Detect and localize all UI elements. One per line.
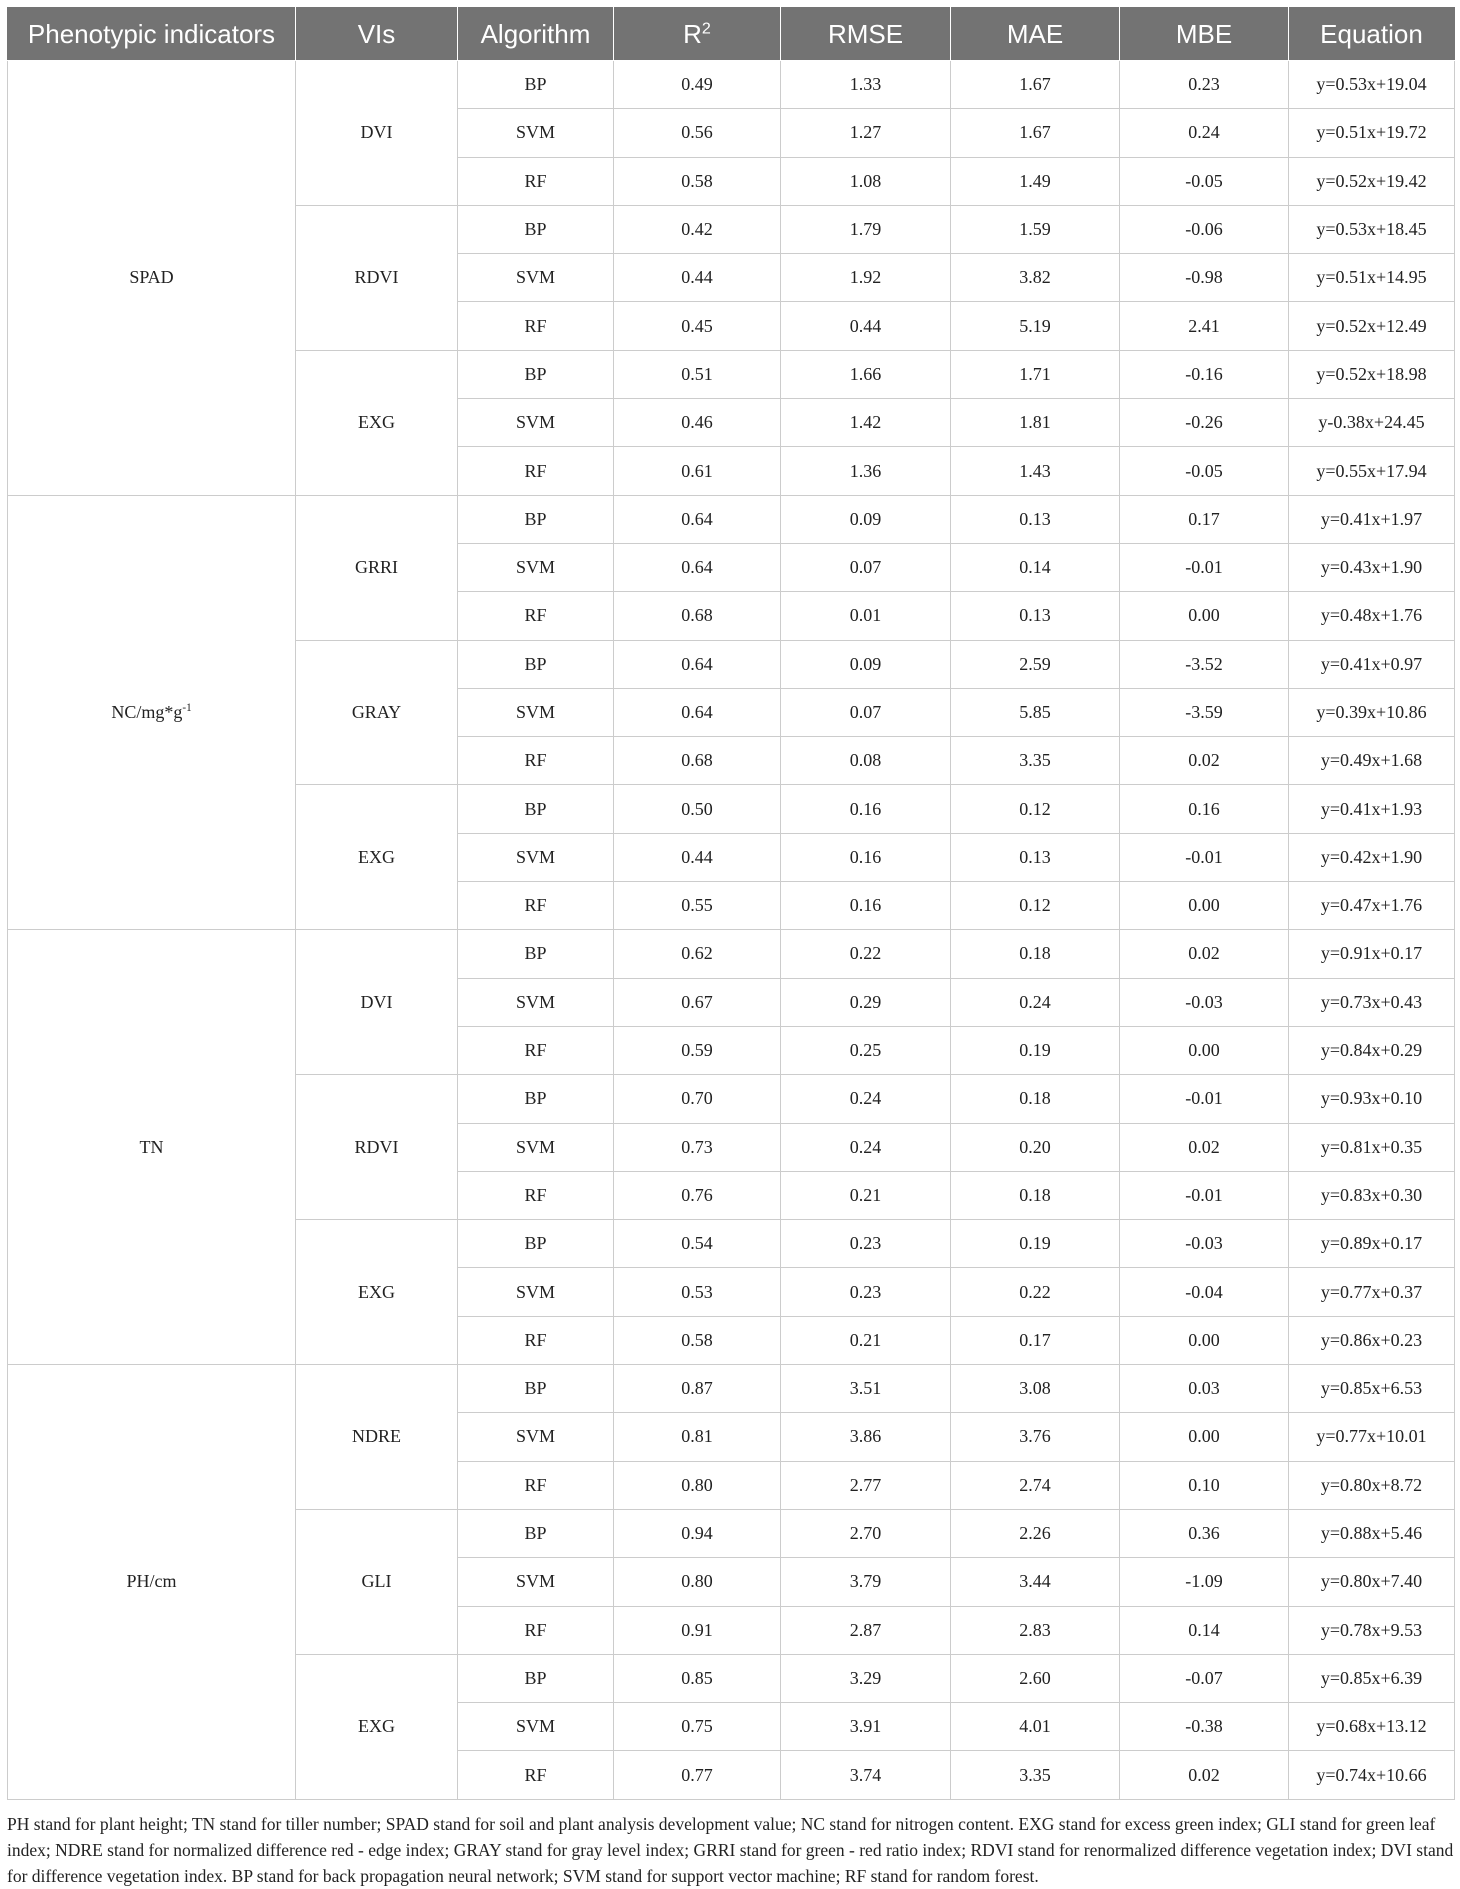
cell-algorithm: BP (458, 1654, 614, 1702)
cell-equation: y=0.52x+12.49 (1289, 302, 1455, 350)
cell-vi: EXG (296, 785, 458, 930)
cell-r2: 0.49 (614, 61, 781, 109)
cell-equation: y-0.38x+24.45 (1289, 399, 1455, 447)
cell-mbe: 0.02 (1120, 1123, 1289, 1171)
cell-rmse: 2.77 (781, 1461, 951, 1509)
cell-mae: 1.71 (951, 350, 1120, 398)
cell-mbe: 0.00 (1120, 1316, 1289, 1364)
cell-rmse: 0.22 (781, 930, 951, 978)
cell-rmse: 0.16 (781, 785, 951, 833)
table-row (8, 1365, 1455, 1413)
cell-rmse: 3.91 (781, 1703, 951, 1751)
cell-mae: 3.35 (951, 1751, 1120, 1799)
table-footnote: PH stand for plant height; TN stand for tiller number; SPAD stand for soil and plant analysis development value; NC stand for nitrogen content. EXG stand for excess green index; GLI stand for green leaf index; NDRE stand for normalized difference red - edge index; GRAY stand for gray level index; GRRI stand for green - red ratio index; RDVI stand for renormalized difference vegetation index; DVI stand for difference vegetation index. BP stand for back propagation neural network; SVM stand for support vector machine; RF stand for random forest. (7, 1813, 1454, 1886)
cell-r2: 0.64 (614, 640, 781, 688)
cell-mae: 0.14 (951, 543, 1120, 591)
cell-mbe: 0.02 (1120, 1751, 1289, 1799)
cell-equation: y=0.51x+19.72 (1289, 109, 1455, 157)
cell-mae: 5.19 (951, 302, 1120, 350)
cell-mae: 0.19 (951, 1220, 1120, 1268)
cell-rmse: 0.01 (781, 592, 951, 640)
cell-mbe: -0.04 (1120, 1268, 1289, 1316)
cell-algorithm: RF (458, 592, 614, 640)
cell-rmse: 1.33 (781, 61, 951, 109)
cell-mbe: -0.01 (1120, 543, 1289, 591)
cell-equation: y=0.73x+0.43 (1289, 978, 1455, 1026)
cell-mbe: -0.03 (1120, 1220, 1289, 1268)
cell-rmse: 1.92 (781, 254, 951, 302)
cell-mae: 0.20 (951, 1123, 1120, 1171)
cell-rmse: 0.09 (781, 495, 951, 543)
cell-r2: 0.94 (614, 1509, 781, 1557)
cell-mae: 1.59 (951, 205, 1120, 253)
table-container (7, 7, 1454, 1889)
header-mae: MAE (951, 8, 1120, 61)
table-header (8, 8, 1455, 61)
cell-r2: 0.67 (614, 978, 781, 1026)
cell-rmse: 3.51 (781, 1365, 951, 1413)
cell-algorithm: SVM (458, 1268, 614, 1316)
cell-mbe: -0.07 (1120, 1654, 1289, 1702)
cell-mbe: 0.10 (1120, 1461, 1289, 1509)
cell-algorithm: RF (458, 737, 614, 785)
cell-mae: 1.49 (951, 157, 1120, 205)
cell-equation: y=0.77x+0.37 (1289, 1268, 1455, 1316)
cell-mbe: 0.00 (1120, 1026, 1289, 1074)
cell-algorithm: BP (458, 1075, 614, 1123)
header-r2 (614, 8, 781, 61)
cell-rmse: 0.25 (781, 1026, 951, 1074)
cell-algorithm: SVM (458, 1703, 614, 1751)
cell-equation: y=0.55x+17.94 (1289, 447, 1455, 495)
cell-r2: 0.64 (614, 688, 781, 736)
cell-equation: y=0.48x+1.76 (1289, 592, 1455, 640)
cell-rmse: 1.27 (781, 109, 951, 157)
cell-rmse: 1.08 (781, 157, 951, 205)
cell-mbe: 0.00 (1120, 592, 1289, 640)
cell-algorithm: SVM (458, 978, 614, 1026)
cell-mbe: -0.03 (1120, 978, 1289, 1026)
cell-vi: GRAY (296, 640, 458, 785)
cell-equation: y=0.53x+19.04 (1289, 61, 1455, 109)
cell-vi: DVI (296, 930, 458, 1075)
cell-algorithm: SVM (458, 109, 614, 157)
cell-mbe: 0.14 (1120, 1606, 1289, 1654)
cell-r2: 0.80 (614, 1461, 781, 1509)
cell-equation: y=0.43x+1.90 (1289, 543, 1455, 591)
header-row (8, 8, 1455, 61)
cell-algorithm: BP (458, 1365, 614, 1413)
cell-rmse: 0.08 (781, 737, 951, 785)
cell-equation: y=0.77x+10.01 (1289, 1413, 1455, 1461)
cell-r2: 0.76 (614, 1171, 781, 1219)
cell-mae: 0.24 (951, 978, 1120, 1026)
indicator-label: TN (139, 1136, 164, 1157)
cell-mae: 0.18 (951, 1075, 1120, 1123)
cell-equation: y=0.52x+19.42 (1289, 157, 1455, 205)
header-r2-base: R (683, 18, 702, 49)
cell-r2: 0.62 (614, 930, 781, 978)
cell-equation: y=0.81x+0.35 (1289, 1123, 1455, 1171)
cell-r2: 0.81 (614, 1413, 781, 1461)
cell-rmse: 1.36 (781, 447, 951, 495)
cell-equation: y=0.91x+0.17 (1289, 930, 1455, 978)
cell-r2: 0.64 (614, 495, 781, 543)
cell-mae: 3.35 (951, 737, 1120, 785)
cell-algorithm: SVM (458, 254, 614, 302)
cell-algorithm: BP (458, 1509, 614, 1557)
cell-rmse: 0.44 (781, 302, 951, 350)
cell-equation: y=0.41x+0.97 (1289, 640, 1455, 688)
cell-mbe: 0.03 (1120, 1365, 1289, 1413)
cell-phenotypic-indicator (8, 61, 296, 496)
cell-mae: 2.26 (951, 1509, 1120, 1557)
cell-r2: 0.68 (614, 737, 781, 785)
cell-rmse: 0.23 (781, 1220, 951, 1268)
cell-mae: 0.12 (951, 882, 1120, 930)
cell-equation: y=0.53x+18.45 (1289, 205, 1455, 253)
cell-mbe: 0.23 (1120, 61, 1289, 109)
cell-algorithm: BP (458, 640, 614, 688)
cell-r2: 0.44 (614, 833, 781, 881)
header-vis: VIs (296, 8, 458, 61)
header-rmse: RMSE (781, 8, 951, 61)
cell-mae: 0.13 (951, 495, 1120, 543)
cell-algorithm: RF (458, 1606, 614, 1654)
cell-r2: 0.51 (614, 350, 781, 398)
cell-algorithm: RF (458, 882, 614, 930)
cell-rmse: 0.21 (781, 1316, 951, 1364)
header-phenotypic-indicators: Phenotypic indicators (8, 8, 296, 61)
cell-r2: 0.77 (614, 1751, 781, 1799)
cell-algorithm: RF (458, 1751, 614, 1799)
cell-algorithm: BP (458, 205, 614, 253)
cell-r2: 0.70 (614, 1075, 781, 1123)
cell-mbe: -0.26 (1120, 399, 1289, 447)
cell-algorithm: SVM (458, 543, 614, 591)
table-row (8, 930, 1455, 978)
cell-mae: 1.67 (951, 109, 1120, 157)
cell-equation: y=0.85x+6.39 (1289, 1654, 1455, 1702)
cell-rmse: 2.70 (781, 1509, 951, 1557)
cell-mbe: -0.05 (1120, 157, 1289, 205)
cell-r2: 0.46 (614, 399, 781, 447)
cell-equation: y=0.86x+0.23 (1289, 1316, 1455, 1364)
cell-r2: 0.91 (614, 1606, 781, 1654)
cell-rmse: 3.74 (781, 1751, 951, 1799)
cell-algorithm: SVM (458, 1558, 614, 1606)
cell-mbe: 0.17 (1120, 495, 1289, 543)
cell-vi: NDRE (296, 1365, 458, 1510)
cell-rmse: 0.16 (781, 833, 951, 881)
indicator-unit-exponent: -1 (182, 702, 192, 714)
indicator-label: NC/mg*g (111, 702, 183, 722)
cell-vi: RDVI (296, 205, 458, 350)
cell-equation: y=0.41x+1.97 (1289, 495, 1455, 543)
results-table (7, 7, 1455, 1800)
cell-equation: y=0.78x+9.53 (1289, 1606, 1455, 1654)
cell-equation: y=0.80x+8.72 (1289, 1461, 1455, 1509)
cell-r2: 0.75 (614, 1703, 781, 1751)
cell-phenotypic-indicator (8, 930, 296, 1365)
cell-r2: 0.58 (614, 157, 781, 205)
cell-mae: 1.81 (951, 399, 1120, 447)
cell-rmse: 1.79 (781, 205, 951, 253)
cell-vi: EXG (296, 1220, 458, 1365)
table-row (8, 61, 1455, 109)
cell-mbe: 0.36 (1120, 1509, 1289, 1557)
cell-mbe: -3.59 (1120, 688, 1289, 736)
header-equation: Equation (1289, 8, 1455, 61)
cell-mbe: -0.01 (1120, 1171, 1289, 1219)
cell-r2: 0.44 (614, 254, 781, 302)
cell-equation: y=0.41x+1.93 (1289, 785, 1455, 833)
cell-equation: y=0.74x+10.66 (1289, 1751, 1455, 1799)
cell-rmse: 1.66 (781, 350, 951, 398)
cell-mae: 0.13 (951, 833, 1120, 881)
cell-algorithm: SVM (458, 833, 614, 881)
cell-equation: y=0.85x+6.53 (1289, 1365, 1455, 1413)
cell-mae: 0.13 (951, 592, 1120, 640)
cell-rmse: 0.21 (781, 1171, 951, 1219)
cell-algorithm: BP (458, 930, 614, 978)
cell-mae: 0.22 (951, 1268, 1120, 1316)
cell-r2: 0.50 (614, 785, 781, 833)
cell-algorithm: RF (458, 302, 614, 350)
cell-vi: GLI (296, 1509, 458, 1654)
cell-r2: 0.73 (614, 1123, 781, 1171)
cell-mae: 2.74 (951, 1461, 1120, 1509)
cell-equation: y=0.83x+0.30 (1289, 1171, 1455, 1219)
cell-rmse: 0.07 (781, 543, 951, 591)
cell-mbe: -0.16 (1120, 350, 1289, 398)
cell-rmse: 0.16 (781, 882, 951, 930)
indicator-label: SPAD (129, 267, 174, 288)
cell-r2: 0.85 (614, 1654, 781, 1702)
cell-vi: DVI (296, 61, 458, 206)
cell-mae: 1.67 (951, 61, 1120, 109)
cell-mbe: -0.38 (1120, 1703, 1289, 1751)
cell-r2: 0.54 (614, 1220, 781, 1268)
cell-r2: 0.55 (614, 882, 781, 930)
cell-rmse: 0.24 (781, 1123, 951, 1171)
cell-algorithm: BP (458, 61, 614, 109)
cell-equation: y=0.51x+14.95 (1289, 254, 1455, 302)
cell-rmse: 2.87 (781, 1606, 951, 1654)
cell-r2: 0.61 (614, 447, 781, 495)
cell-mbe: -0.06 (1120, 205, 1289, 253)
cell-mae: 3.08 (951, 1365, 1120, 1413)
cell-mbe: 0.02 (1120, 930, 1289, 978)
cell-phenotypic-indicator (8, 1365, 296, 1800)
cell-mae: 2.60 (951, 1654, 1120, 1702)
cell-algorithm: RF (458, 1461, 614, 1509)
cell-rmse: 0.07 (781, 688, 951, 736)
indicator-label: PH/cm (126, 1571, 177, 1592)
cell-algorithm: SVM (458, 1413, 614, 1461)
cell-mbe: -1.09 (1120, 1558, 1289, 1606)
cell-r2: 0.56 (614, 109, 781, 157)
cell-mae: 3.82 (951, 254, 1120, 302)
cell-algorithm: BP (458, 495, 614, 543)
cell-mbe: -0.98 (1120, 254, 1289, 302)
cell-mbe: 2.41 (1120, 302, 1289, 350)
cell-algorithm: SVM (458, 1123, 614, 1171)
cell-mae: 2.83 (951, 1606, 1120, 1654)
cell-equation: y=0.88x+5.46 (1289, 1509, 1455, 1557)
cell-algorithm: RF (458, 157, 614, 205)
header-mbe: MBE (1120, 8, 1289, 61)
cell-mbe: 0.24 (1120, 109, 1289, 157)
cell-rmse: 3.29 (781, 1654, 951, 1702)
cell-mbe: -3.52 (1120, 640, 1289, 688)
cell-algorithm: RF (458, 1316, 614, 1364)
cell-mbe: 0.00 (1120, 882, 1289, 930)
cell-equation: y=0.47x+1.76 (1289, 882, 1455, 930)
cell-mbe: -0.05 (1120, 447, 1289, 495)
cell-rmse: 0.23 (781, 1268, 951, 1316)
cell-mbe: 0.00 (1120, 1413, 1289, 1461)
cell-mae: 1.43 (951, 447, 1120, 495)
cell-vi: RDVI (296, 1075, 458, 1220)
cell-equation: y=0.52x+18.98 (1289, 350, 1455, 398)
cell-algorithm: BP (458, 350, 614, 398)
cell-algorithm: SVM (458, 399, 614, 447)
cell-mbe: 0.02 (1120, 737, 1289, 785)
cell-equation: y=0.84x+0.29 (1289, 1026, 1455, 1074)
cell-r2: 0.87 (614, 1365, 781, 1413)
header-r2-sup: 2 (701, 18, 711, 37)
cell-algorithm: RF (458, 447, 614, 495)
cell-equation: y=0.39x+10.86 (1289, 688, 1455, 736)
cell-r2: 0.45 (614, 302, 781, 350)
cell-mae: 2.59 (951, 640, 1120, 688)
cell-mbe: 0.16 (1120, 785, 1289, 833)
cell-equation: y=0.80x+7.40 (1289, 1558, 1455, 1606)
table-body (8, 61, 1455, 1800)
cell-algorithm: RF (458, 1026, 614, 1074)
cell-algorithm: BP (458, 1220, 614, 1268)
cell-mbe: -0.01 (1120, 833, 1289, 881)
cell-mae: 0.18 (951, 930, 1120, 978)
cell-phenotypic-indicator (8, 495, 296, 930)
cell-mae: 3.44 (951, 1558, 1120, 1606)
cell-rmse: 3.86 (781, 1413, 951, 1461)
cell-rmse: 0.09 (781, 640, 951, 688)
cell-equation: y=0.93x+0.10 (1289, 1075, 1455, 1123)
cell-vi: EXG (296, 350, 458, 495)
cell-equation: y=0.89x+0.17 (1289, 1220, 1455, 1268)
cell-rmse: 3.79 (781, 1558, 951, 1606)
cell-mae: 5.85 (951, 688, 1120, 736)
cell-mae: 0.19 (951, 1026, 1120, 1074)
cell-vi: EXG (296, 1654, 458, 1799)
cell-equation: y=0.49x+1.68 (1289, 737, 1455, 785)
cell-r2: 0.59 (614, 1026, 781, 1074)
cell-algorithm: SVM (458, 688, 614, 736)
cell-r2: 0.53 (614, 1268, 781, 1316)
cell-mae: 0.17 (951, 1316, 1120, 1364)
cell-vi: GRRI (296, 495, 458, 640)
cell-algorithm: BP (458, 785, 614, 833)
cell-equation: y=0.42x+1.90 (1289, 833, 1455, 881)
cell-mae: 3.76 (951, 1413, 1120, 1461)
cell-r2: 0.64 (614, 543, 781, 591)
cell-r2: 0.42 (614, 205, 781, 253)
cell-rmse: 0.24 (781, 1075, 951, 1123)
cell-mae: 0.12 (951, 785, 1120, 833)
cell-mbe: -0.01 (1120, 1075, 1289, 1123)
cell-rmse: 1.42 (781, 399, 951, 447)
cell-mae: 0.18 (951, 1171, 1120, 1219)
cell-r2: 0.68 (614, 592, 781, 640)
cell-rmse: 0.29 (781, 978, 951, 1026)
cell-r2: 0.80 (614, 1558, 781, 1606)
cell-algorithm: RF (458, 1171, 614, 1219)
cell-mae: 4.01 (951, 1703, 1120, 1751)
table-row (8, 495, 1455, 543)
cell-equation: y=0.68x+13.12 (1289, 1703, 1455, 1751)
header-algorithm: Algorithm (458, 8, 614, 61)
cell-r2: 0.58 (614, 1316, 781, 1364)
